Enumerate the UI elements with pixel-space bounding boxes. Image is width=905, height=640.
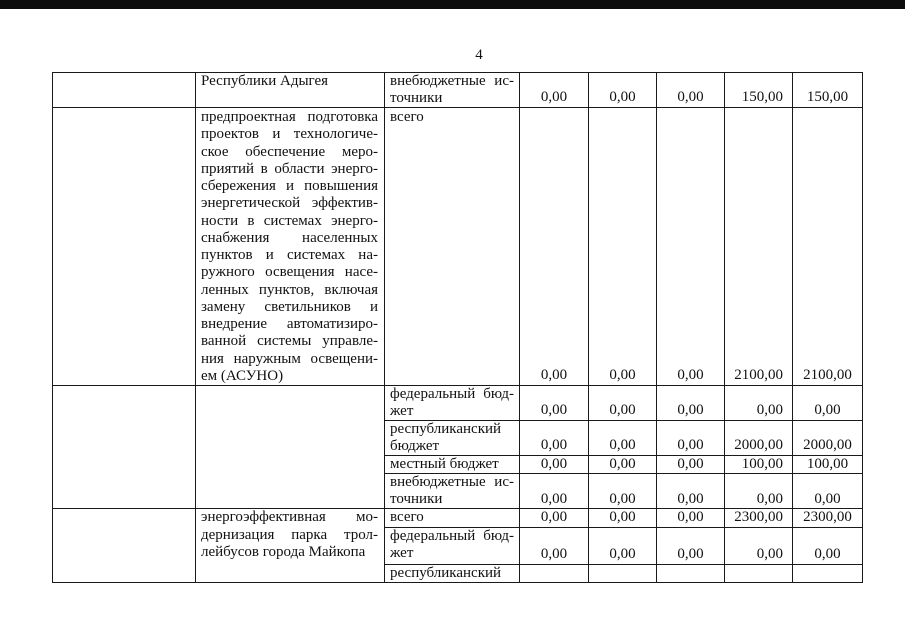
funding-source-line: местный бюджет <box>390 455 499 472</box>
value-cell: 100,00 <box>793 455 863 474</box>
description-line: предпроектная подготовка <box>201 109 378 125</box>
funding-source-line: республиканский <box>390 421 502 437</box>
value-cell: 0,00 <box>589 509 657 528</box>
value-cell: 0,00 <box>589 455 657 474</box>
value-cell: 0,00 <box>793 528 863 565</box>
value-cell <box>657 565 725 583</box>
funding-source-line: точники <box>390 491 443 508</box>
funding-source-cell <box>385 509 520 528</box>
description-line: энергетической эффектив- <box>201 195 378 212</box>
value-cell: 2300,00 <box>793 509 863 528</box>
value-cell: 0,00 <box>589 386 657 421</box>
value-cell: 150,00 <box>725 73 793 108</box>
value-cell: 0,00 <box>589 528 657 565</box>
value-cell: 0,00 <box>657 474 725 509</box>
description-line: сбережения и повышения <box>201 178 378 194</box>
description-line: ленных пунктов, включая <box>201 281 378 298</box>
funding-source-line: жет <box>390 544 414 561</box>
description-line: ванной системы управле- <box>201 333 378 350</box>
value-cell <box>589 565 657 583</box>
value-cell: 0,00 <box>589 108 657 386</box>
value-cell: 2300,00 <box>725 509 793 528</box>
funding-source-cell <box>385 421 520 456</box>
funding-source-line: жет <box>390 402 414 419</box>
value-cell: 2100,00 <box>725 108 793 386</box>
value-cell: 0,00 <box>657 386 725 421</box>
value-cell <box>793 565 863 583</box>
table-row <box>53 386 863 421</box>
value-cell: 0,00 <box>520 421 589 456</box>
value-cell: 150,00 <box>793 73 863 108</box>
value-cell: 100,00 <box>725 455 793 474</box>
value-cell: 0,00 <box>589 421 657 456</box>
funding-source-cell <box>385 386 520 421</box>
description-line: ности в системах энерго- <box>201 212 378 229</box>
value-cell: 2100,00 <box>793 108 863 386</box>
description-line: внедрение автоматизиро- <box>201 316 378 332</box>
funding-source-cell <box>385 73 520 108</box>
description-line: приятий в области энерго- <box>201 160 378 177</box>
description-line: ружного освещения насе- <box>201 264 378 281</box>
description-line: дернизация парка трол- <box>201 526 378 543</box>
empty-number-cell <box>53 108 196 386</box>
funding-source-line: внебюджетные ис- <box>390 73 514 89</box>
measure-description-cell <box>196 509 385 583</box>
description-line: ния наружным освещени- <box>201 350 378 367</box>
empty-number-cell <box>53 386 196 509</box>
value-cell: 0,00 <box>589 73 657 108</box>
page-number: 4 <box>475 47 483 63</box>
table-row <box>53 73 863 108</box>
table-row <box>53 108 863 386</box>
funding-source-line: бюджет <box>390 437 440 454</box>
value-cell <box>725 565 793 583</box>
funding-source-cell <box>385 108 520 386</box>
value-cell: 0,00 <box>589 474 657 509</box>
measure-description-cell <box>196 108 385 386</box>
financing-table <box>52 72 863 583</box>
funding-source-line: всего <box>390 109 424 125</box>
value-cell: 0,00 <box>657 509 725 528</box>
value-cell: 0,00 <box>657 108 725 386</box>
funding-source-line: федеральный бюд- <box>390 528 514 545</box>
value-cell: 0,00 <box>520 455 589 474</box>
description-line: ем (АСУНО) <box>201 367 284 384</box>
funding-source-line: точники <box>390 89 443 106</box>
empty-number-cell <box>53 509 196 583</box>
table-row <box>53 509 863 528</box>
description-line: пунктов и системах на- <box>201 247 378 263</box>
value-cell <box>520 565 589 583</box>
value-cell: 0,00 <box>793 386 863 421</box>
description-line: замену светильников и <box>201 298 378 315</box>
value-cell: 0,00 <box>657 73 725 108</box>
funding-source-line: внебюджетные ис- <box>390 474 514 491</box>
value-cell: 0,00 <box>657 421 725 456</box>
funding-source-cell <box>385 474 520 509</box>
funding-source-cell <box>385 528 520 565</box>
value-cell: 0,00 <box>520 474 589 509</box>
description-line: снабжения населенных <box>201 229 378 246</box>
empty-description-cell <box>196 386 385 509</box>
description-line: Республики Адыгея <box>201 73 329 89</box>
value-cell: 0,00 <box>657 455 725 474</box>
value-cell: 0,00 <box>725 474 793 509</box>
value-cell: 0,00 <box>725 528 793 565</box>
description-line: энергоэффективная мо- <box>201 509 378 526</box>
description-line: проектов и технологиче- <box>201 126 378 143</box>
scan-top-edge <box>0 0 905 9</box>
value-cell: 0,00 <box>520 509 589 528</box>
value-cell: 0,00 <box>520 528 589 565</box>
measure-description-cell <box>196 73 385 108</box>
value-cell: 0,00 <box>520 108 589 386</box>
value-cell: 0,00 <box>520 386 589 421</box>
funding-source-line: республиканский <box>390 565 502 582</box>
value-cell: 2000,00 <box>793 421 863 456</box>
funding-source-line: федеральный бюд- <box>390 386 514 402</box>
description-line: лейбусов города Майкопа <box>201 543 366 560</box>
description-line: ское обеспечение меро- <box>201 143 378 160</box>
value-cell: 0,00 <box>520 73 589 108</box>
empty-number-cell <box>53 73 196 108</box>
value-cell: 2000,00 <box>725 421 793 456</box>
value-cell: 0,00 <box>793 474 863 509</box>
funding-source-cell <box>385 455 520 474</box>
funding-source-cell <box>385 565 520 583</box>
value-cell: 0,00 <box>725 386 793 421</box>
value-cell: 0,00 <box>657 528 725 565</box>
funding-source-line: всего <box>390 509 424 526</box>
